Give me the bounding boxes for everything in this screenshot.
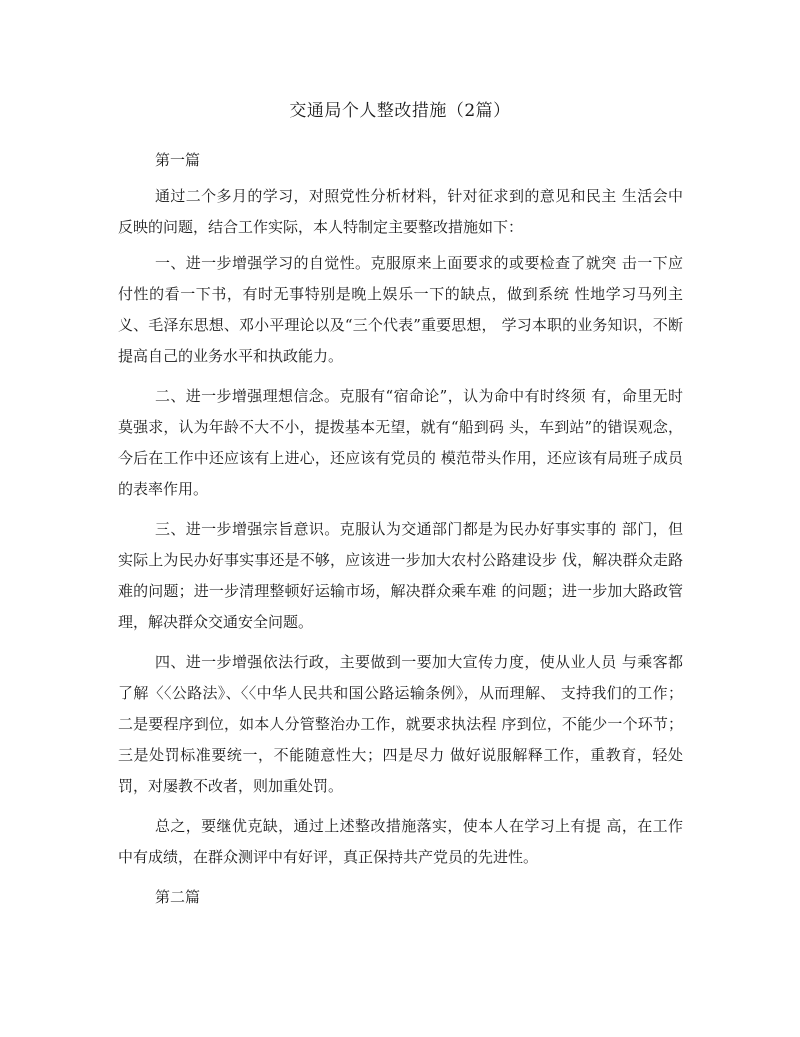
paragraph-summary: 总之，要继优克缺，通过上述整改措施落实，使本人在学习上有提 高，在工作中有成绩，在群众测评中有好评，真正保持共产党员的先进性。 (118, 817, 683, 866)
section-heading-1: 第一篇 (155, 151, 201, 169)
paragraph-measure-3: 三、进一步增强宗旨意识。克服认为交通部门都是为民办好事实事的 部门，但实际上为民办好事实事还是不够，应该进一步加大农村公路建设步 伐，解决群众走路难的问题；进一步清理整顿好运输市场，解决群众乘车难 的问题；进一步加大路政管理，解决群众交通安全问题。 (118, 520, 683, 631)
paragraph-measure-1: 一、进一步增强学习的自觉性。克服原来上面要求的或要检查了就突 击一下应付性的看一下书，有时无事特别是晚上娱乐一下的缺点，做到系统 性地学习马列主义、毛泽东思想、邓小平理论以及“三个代表”重要思想， 学习本职的业务知识，不断提高自己的业务水平和执政能力。 (118, 254, 683, 365)
section-heading-2: 第二篇 (155, 888, 201, 906)
document-title: 交通局个人整改措施（2篇） (289, 101, 511, 121)
document-body (118, 145, 683, 918)
paragraph-measure-4: 四、进一步增强依法行政，主要做到一要加大宣传力度，使从业人员 与乘客都了解〈〈公路法》、〈〈中华人民共和国公路运输条例》，从而理解、 支持我们的工作；二是要程序到位，如本人分管整治办工作，就要求执法程 序到位，不能少一个环节；三是处罚标准要统一，不能随意性大；四是尽力 做好说服解释工作，重教育，轻处罚，对屡教不改者，则加重处罚。 (118, 653, 683, 795)
paragraph-intro: 通过二个多月的学习，对照党性分析材料，针对征求到的意见和民主 生活会中反映的问题，结合工作实际，本人特制定主要整改措施如下： (118, 187, 683, 236)
paragraph-measure-2: 二、进一步增强理想信念。克服有“宿命论”，认为命中有时终须 有，命里无时莫强求，认为年龄不大不小，提拨基本无望，就有“船到码 头，车到站”的错误观念，今后在工作中还应该有上进心，还应该有党员的 模范带头作用，还应该有局班子成员的表率作用。 (118, 387, 683, 498)
